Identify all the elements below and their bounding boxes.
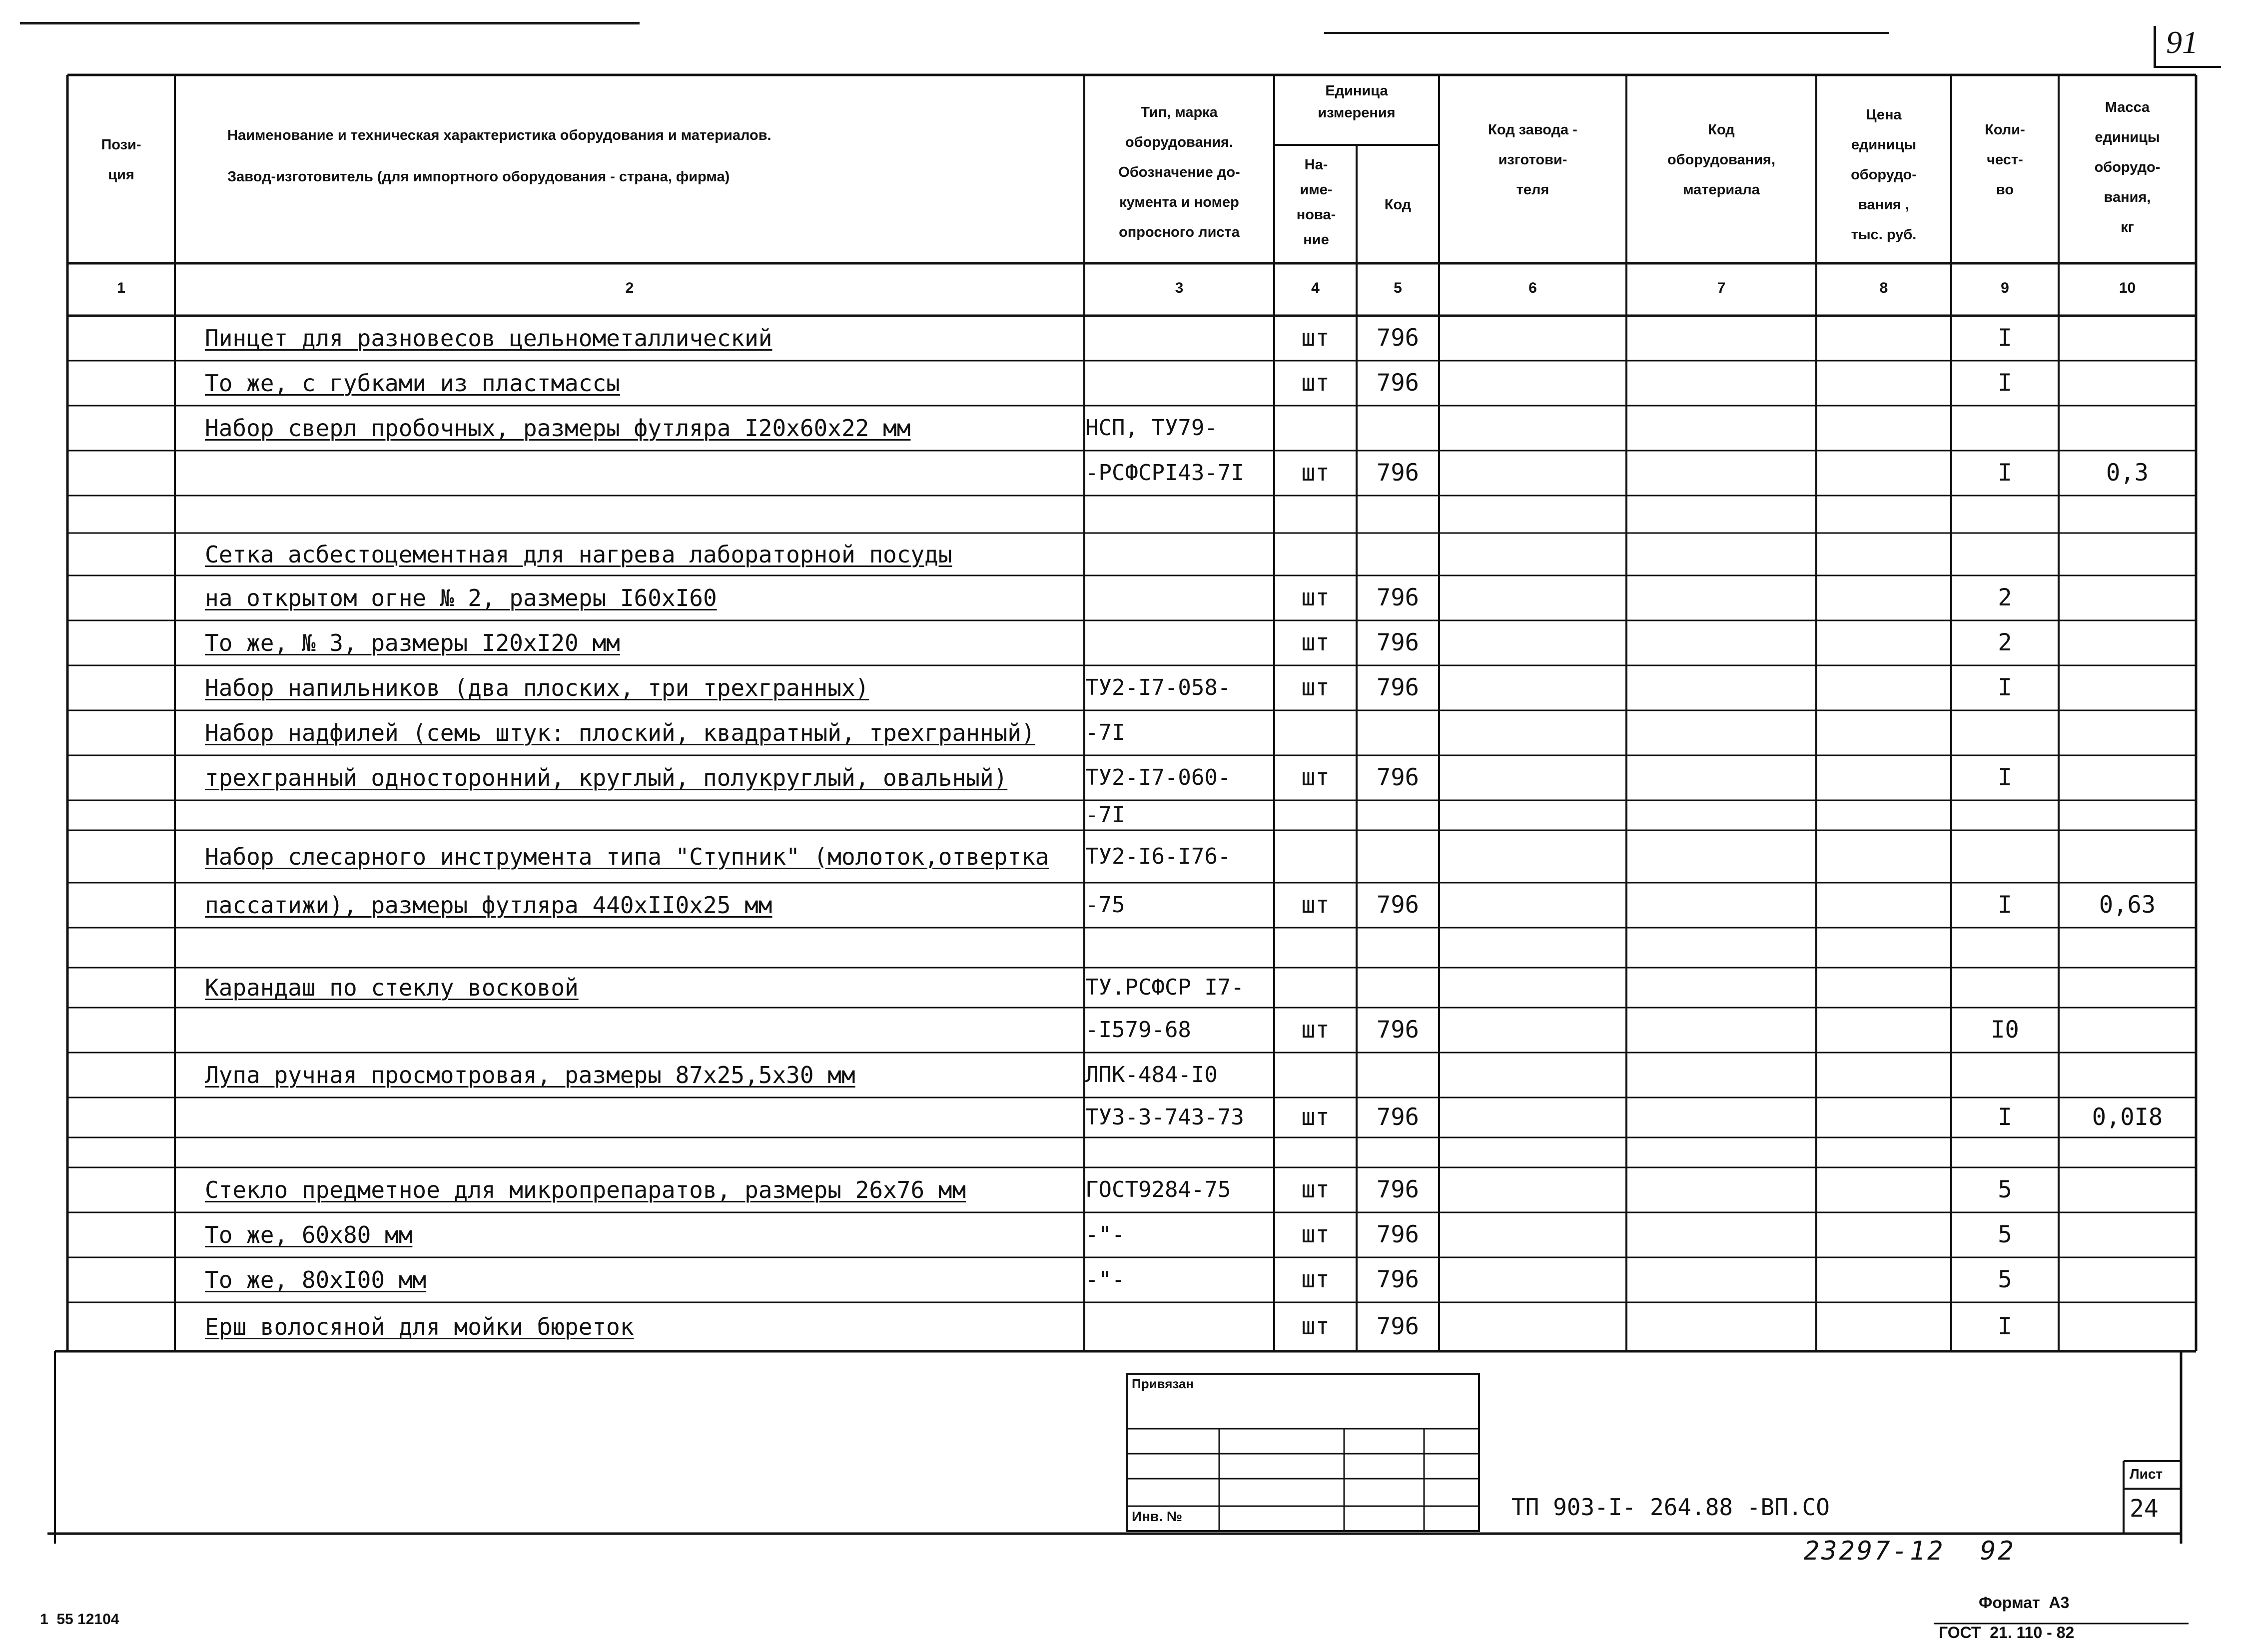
col-number-6: 6 [1528, 280, 1537, 296]
row-22-unit: шт [1301, 1221, 1330, 1248]
header-unit-name: На- име- нова- ние [1296, 157, 1336, 248]
row-14-type: -75 [1085, 892, 1125, 918]
row-24-name: Ерш волосяной для мойки бюреток [205, 1313, 634, 1340]
row-12-type: -7I [1085, 802, 1125, 828]
row-18-type: ЛПК-484-I0 [1085, 1062, 1218, 1088]
row-22-type: -"- [1085, 1222, 1125, 1247]
header-equipment-code: Код оборудования, материала [1667, 122, 1776, 198]
col-number-1: 1 [117, 280, 125, 296]
row-1-unit: шт [1301, 324, 1330, 352]
row-19-code: 796 [1377, 1103, 1419, 1131]
row-16-type: ТУ.РСФСР I7- [1085, 975, 1244, 1000]
gost-label: ГОСТ 21. 110 - 82 [1939, 1624, 2075, 1642]
row-7-qty: 2 [1998, 584, 2012, 611]
row-13-name: Набор слесарного инструмента типа "Ступник" (молоток,отвертка [205, 843, 1049, 870]
row-8-unit: шт [1301, 629, 1330, 656]
col-number-8: 8 [1879, 280, 1888, 296]
header-unit-price: Цена единицы оборудо- вания , тыс. руб. [1851, 107, 1917, 243]
row-23-unit: шт [1301, 1266, 1330, 1293]
row-9-name: Набор напильников (два плоских, три трехгранных) [205, 674, 869, 701]
row-2-qty: I [1998, 369, 2012, 397]
row-23-qty: 5 [1998, 1266, 2012, 1293]
row-6-name: Сетка асбестоцементная для нагрева лабораторной посуды [205, 541, 952, 568]
header-unit-code: Код [1384, 197, 1412, 213]
left-code: 1 55 12104 [40, 1611, 119, 1628]
row-23-type: -"- [1085, 1267, 1125, 1292]
row-4-code: 796 [1377, 459, 1419, 487]
document-code: ТП 903-I- 264.88 -ВП.СО [1511, 1494, 1830, 1521]
row-7-code: 796 [1377, 584, 1419, 611]
sheet-label: Лист [2130, 1466, 2163, 1482]
stamp-inv-label: Инв. № [1132, 1509, 1183, 1524]
row-2-unit: шт [1301, 369, 1330, 397]
row-7-name: на открытом огне № 2, размеры I60xI60 [205, 584, 717, 611]
row-23-code: 796 [1377, 1266, 1419, 1293]
row-14-name: пассатижи), размеры футляра 440xII0x25 мм [205, 892, 772, 919]
row-22-code: 796 [1377, 1221, 1419, 1248]
row-4-qty: I [1998, 459, 2012, 487]
row-1-name: Пинцет для разновесов цельнометаллический [205, 325, 772, 352]
row-18-name: Лупа ручная просмотровая, размеры 87x25,5x30 мм [205, 1062, 855, 1089]
row-16-name: Карандаш по стеклу восковой [205, 974, 579, 1001]
row-10-type: -7I [1085, 720, 1125, 745]
row-8-qty: 2 [1998, 629, 2012, 656]
row-21-unit: шт [1301, 1176, 1330, 1203]
row-22-qty: 5 [1998, 1221, 2012, 1248]
row-21-qty: 5 [1998, 1176, 2012, 1203]
handwritten-number: 23297-12 92 [1804, 1536, 2016, 1566]
row-9-unit: шт [1301, 674, 1330, 701]
row-4-unit: шт [1301, 459, 1330, 487]
row-14-mass: 0,63 [2099, 891, 2156, 919]
row-11-type: ТУ2-I7-060- [1085, 765, 1231, 790]
row-11-unit: шт [1301, 764, 1330, 791]
row-17-code: 796 [1377, 1016, 1419, 1044]
row-1-code: 796 [1377, 324, 1419, 352]
header-quantity: Коли- чест- во [1985, 122, 2025, 198]
row-11-name: трехгранный односторонний, круглый, полукруглый, овальный) [205, 764, 1008, 791]
row-21-name: Стекло предметное для микропрепаратов, размеры 26x76 мм [205, 1176, 966, 1203]
row-23-name: То же, 80xI00 мм [205, 1266, 427, 1293]
row-21-code: 796 [1377, 1176, 1419, 1203]
row-8-name: То же, № 3, размеры I20xI20 мм [205, 629, 620, 656]
row-19-type: ТУ3-3-743-73 [1085, 1104, 1244, 1130]
row-21-type: ГОСТ9284-75 [1085, 1177, 1231, 1202]
row-14-unit: шт [1301, 891, 1330, 919]
col-number-5: 5 [1394, 280, 1402, 296]
row-8-code: 796 [1377, 629, 1419, 656]
row-3-name: Набор сверл пробочных, размеры футляра I20x60x22 мм [205, 415, 911, 442]
row-24-qty: I [1998, 1313, 2012, 1340]
row-19-qty: I [1998, 1103, 2012, 1131]
corner-number: 91 [2166, 24, 2198, 60]
row-10-name: Набор надфилей (семь штук: плоский, квадратный, трехгранный) [205, 719, 1035, 746]
header-unit-mass: Масса единицы оборудо- вания, кг [2094, 99, 2161, 235]
format-label: Формат А3 [1979, 1594, 2070, 1612]
row-14-qty: I [1998, 891, 2012, 919]
col-number-2: 2 [625, 280, 634, 296]
col-number-3: 3 [1175, 280, 1184, 296]
row-24-code: 796 [1377, 1313, 1419, 1340]
row-3-type: НСП, ТУ79- [1085, 415, 1218, 441]
header-name: Наименование и техническая характеристика оборудования и материалов. Завод-изготовитель (для импортного оборудования - страна, фирма) [227, 127, 771, 185]
col-number-9: 9 [2001, 280, 2009, 296]
row-7-unit: шт [1301, 584, 1330, 611]
stamp-attached-label: Привязан [1132, 1376, 1194, 1391]
row-11-code: 796 [1377, 764, 1419, 791]
header-position: Пози- ция [101, 137, 141, 183]
col-number-10: 10 [2119, 280, 2136, 296]
row-2-code: 796 [1377, 369, 1419, 397]
row-4-type: -РСФСРI43-7I [1085, 460, 1244, 486]
header-type: Тип, марка оборудования. Обозначение до- кумента и номер опросного листа [1118, 104, 1240, 240]
col-number-7: 7 [1717, 280, 1726, 296]
row-11-qty: I [1998, 764, 2012, 791]
row-9-qty: I [1998, 674, 2012, 701]
col-number-4: 4 [1311, 280, 1320, 296]
row-22-name: То же, 60x80 мм [205, 1221, 413, 1248]
row-9-type: ТУ2-I7-058- [1085, 675, 1231, 700]
row-9-code: 796 [1377, 674, 1419, 701]
row-24-unit: шт [1301, 1313, 1330, 1340]
row-4-mass: 0,3 [2106, 459, 2149, 487]
header-unit-group: Единица измерения [1318, 83, 1396, 121]
header-manufacturer-code: Код завода - изготови- теля [1488, 122, 1577, 198]
row-17-unit: шт [1301, 1016, 1330, 1044]
row-2-name: То же, с губками из пластмассы [205, 370, 620, 397]
row-14-code: 796 [1377, 891, 1419, 919]
row-19-mass: 0,0I8 [2092, 1103, 2163, 1131]
sheet-number: 24 [2130, 1495, 2159, 1523]
row-17-qty: I0 [1991, 1016, 2019, 1044]
row-13-type: ТУ2-I6-I76- [1085, 843, 1231, 869]
row-17-type: -I579-68 [1085, 1017, 1191, 1043]
row-19-unit: шт [1301, 1103, 1330, 1131]
row-1-qty: I [1998, 324, 2012, 352]
